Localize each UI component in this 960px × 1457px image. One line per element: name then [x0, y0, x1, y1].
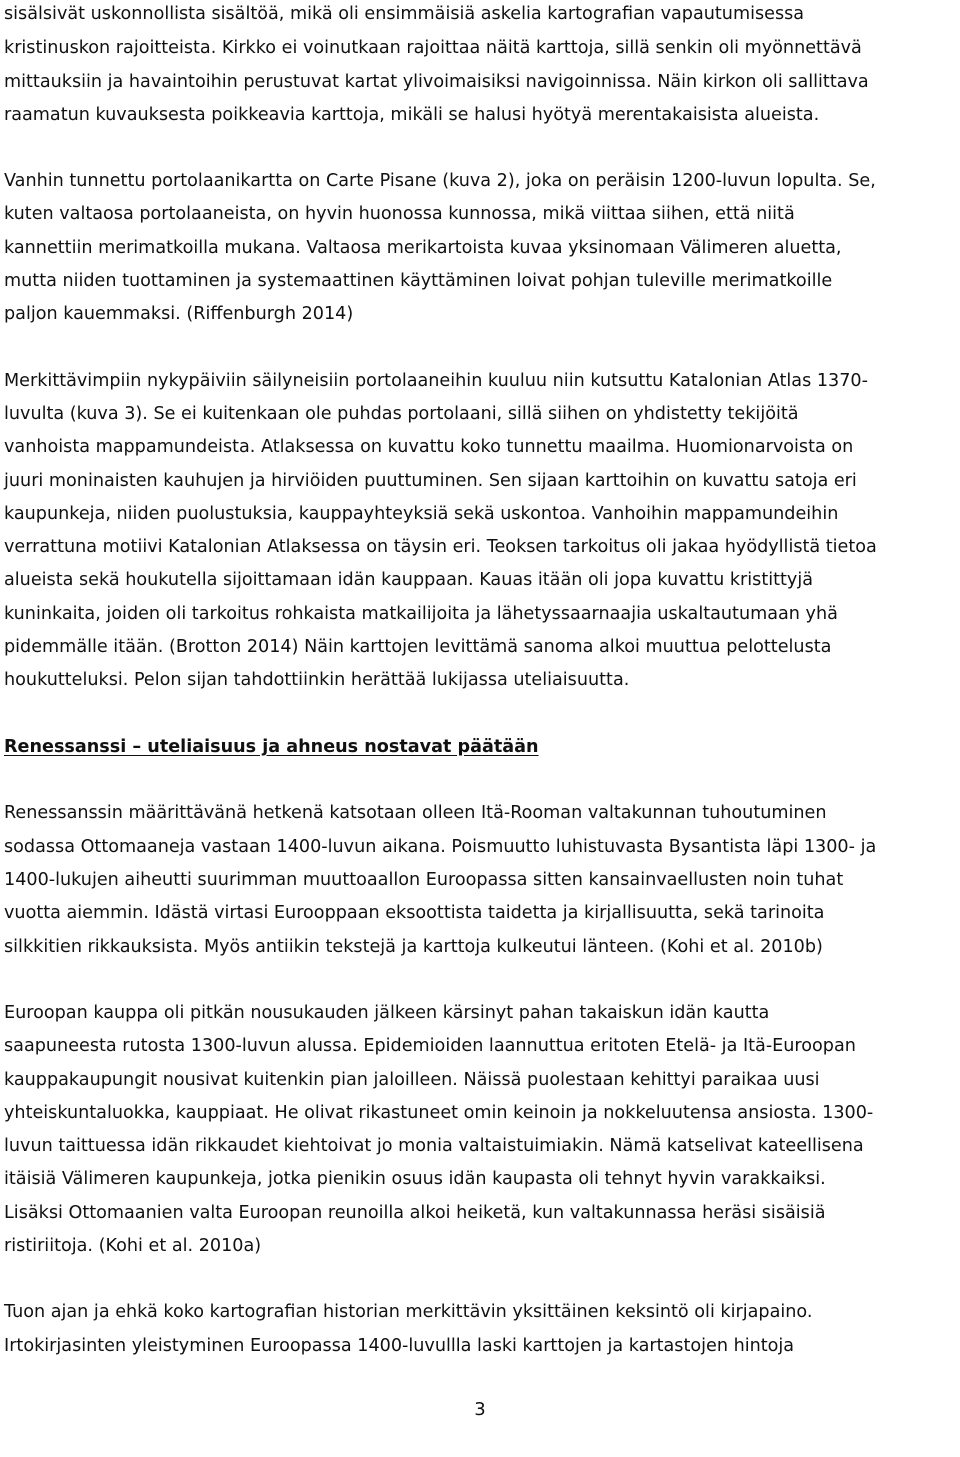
- paragraph-5-line-2: saapuneesta rutosta 1300-luvun alussa. Epidemioiden laannuttua eritoten Etelä- ja Itä-Euroopan: [4, 1036, 856, 1056]
- paragraph-5-line-5: luvun taittuessa idän rikkaudet kiehtoivat jo monia valtaistuimiakin. Nämä katselivat kateellisena: [4, 1136, 864, 1156]
- paragraph-5-line-7: Lisäksi Ottomaanien valta Euroopan reunoilla alkoi heiketä, kun valtakunnassa heräsi sisäisiä: [4, 1203, 826, 1223]
- paragraph-2-line-4: mutta niiden tuottaminen ja systemaattinen käyttäminen loivat pohjan tuleville merimatkoille: [4, 271, 833, 291]
- paragraph-1-line-1: sisälsivät uskonnollista sisältöä, mikä oli ensimmäisiä askelia kartografian vapautumisessa: [4, 4, 805, 24]
- paragraph-3-line-1: Merkittävimpiin nykypäiviin säilyneisiin portolaaneihin kuuluu niin kutsuttu Katalonian Atlas 1370-: [4, 371, 868, 391]
- paragraph-5-line-6: itäisiä Välimeren kaupunkeja, jotka pienikin osuus idän kaupasta oli tehnyt hyvin varakkaiksi.: [4, 1169, 826, 1189]
- page-number: 3: [474, 1399, 486, 1420]
- paragraph-3-line-8: kuninkaita, joiden oli tarkoitus rohkaista matkailijoita ja lähetyssaarnaajia uskaltautumaan yhä: [4, 604, 838, 624]
- paragraph-3-line-3: vanhoista mappamundeista. Atlaksessa on kuvattu koko tunnettu maailma. Huomionarvoista on: [4, 437, 854, 457]
- paragraph-5-line-4: yhteiskuntaluokka, kauppiaat. He olivat rikastuneet omin keinoin ja nokkeluutensa ansiosta. 1300-: [4, 1103, 874, 1123]
- paragraph-2-line-1: Vanhin tunnettu portolaanikartta on Carte Pisane (kuva 2), joka on peräisin 1200-luvun lopulta. Se,: [4, 171, 876, 191]
- paragraph-1-line-3: mittauksiin ja havaintoihin perustuvat kartat ylivoimaisiksi navigoinnissa. Näin kirkon oli sallittava: [4, 72, 869, 92]
- paragraph-1-line-2: kristinuskon rajoitteista. Kirkko ei voinutkaan rajoittaa näitä karttoja, sillä senkin oli myönnettävä: [4, 38, 862, 58]
- paragraph-3-line-4: juuri moninaisten kauhujen ja hirviöiden puuttuminen. Sen sijaan karttoihin on kuvattu satoja eri: [4, 471, 857, 491]
- paragraph-6-line-2: Irtokirjasinten yleistyminen Euroopassa 1400-luvullla laski karttojen ja kartastojen hintoja: [4, 1336, 795, 1356]
- paragraph-4-line-2: sodassa Ottomaaneja vastaan 1400-luvun aikana. Poismuutto luhistuvasta Bysantista läpi 1300- ja: [4, 837, 877, 857]
- paragraph-3-line-10: houkutteluksi. Pelon sijan tahdottiinkin herättää lukijassa uteliaisuutta.: [4, 670, 630, 690]
- paragraph-5-line-3: kauppakaupungit nousivat kuitenkin pian jaloilleen. Näissä puolestaan kehittyi paraikaa uusi: [4, 1070, 820, 1090]
- paragraph-3-line-6: verrattuna motiivi Katalonian Atlaksessa on täysin eri. Teoksen tarkoitus oli jakaa hyödyllistä tietoa: [4, 537, 877, 557]
- paragraph-1-line-4: raamatun kuvauksesta poikkeavia karttoja, mikäli se halusi hyötyä merentakaisista alueista.: [4, 105, 820, 125]
- paragraph-4-line-4: vuotta aiemmin. Idästä virtasi Eurooppaan eksoottista taidetta ja kirjallisuutta, sekä tarinoita: [4, 903, 825, 923]
- paragraph-2-line-3: kannettiin merimatkoilla mukana. Valtaosa merikartoista kuvaa yksinomaan Välimeren aluetta,: [4, 238, 842, 258]
- paragraph-2-line-2: kuten valtaosa portolaaneista, on hyvin huonossa kunnossa, mikä viittaa siihen, että niitä: [4, 204, 795, 224]
- paragraph-3-line-9: pidemmälle itään. (Brotton 2014) Näin karttojen levittämä sanoma alkoi muuttua pelottelusta: [4, 637, 832, 657]
- paragraph-4-line-5: silkkitien rikkauksista. Myös antiikin tekstejä ja karttoja kulkeutui länteen. (Kohi et al. 2010b): [4, 937, 823, 957]
- paragraph-6-line-1: Tuon ajan ja ehkä koko kartografian historian merkittävin yksittäinen keksintö oli kirjapaino.: [4, 1302, 813, 1322]
- section-heading: Renessanssi – uteliaisuus ja ahneus nostavat päätään: [4, 737, 539, 757]
- paragraph-3-line-2: luvulta (kuva 3). Se ei kuitenkaan ole puhdas portolaani, sillä siihen on yhdistetty tekijöitä: [4, 404, 799, 424]
- paragraph-4-line-1: Renessanssin määrittävänä hetkenä katsotaan olleen Itä-Rooman valtakunnan tuhoutuminen: [4, 803, 827, 823]
- paragraph-5-line-8: ristiriitoja. (Kohi et al. 2010a): [4, 1236, 262, 1256]
- paragraph-2-line-5: paljon kauemmaksi. (Riffenburgh 2014): [4, 304, 354, 324]
- paragraph-4-line-3: 1400-lukujen aiheutti suurimman muuttoaallon Euroopassa sitten kansainvaellusten noin tuhat: [4, 870, 844, 890]
- paragraph-5-line-1: Euroopan kauppa oli pitkän nousukauden jälkeen kärsinyt pahan takaiskun idän kautta: [4, 1003, 770, 1023]
- paragraph-3-line-7: alueista sekä houkutella sijoittamaan idän kauppaan. Kauas itään oli jopa kuvattu kristittyjä: [4, 570, 813, 590]
- paragraph-3-line-5: kaupunkeja, niiden puolustuksia, kauppayhteyksiä sekä uskontoa. Vanhoihin mappamundeihin: [4, 504, 839, 524]
